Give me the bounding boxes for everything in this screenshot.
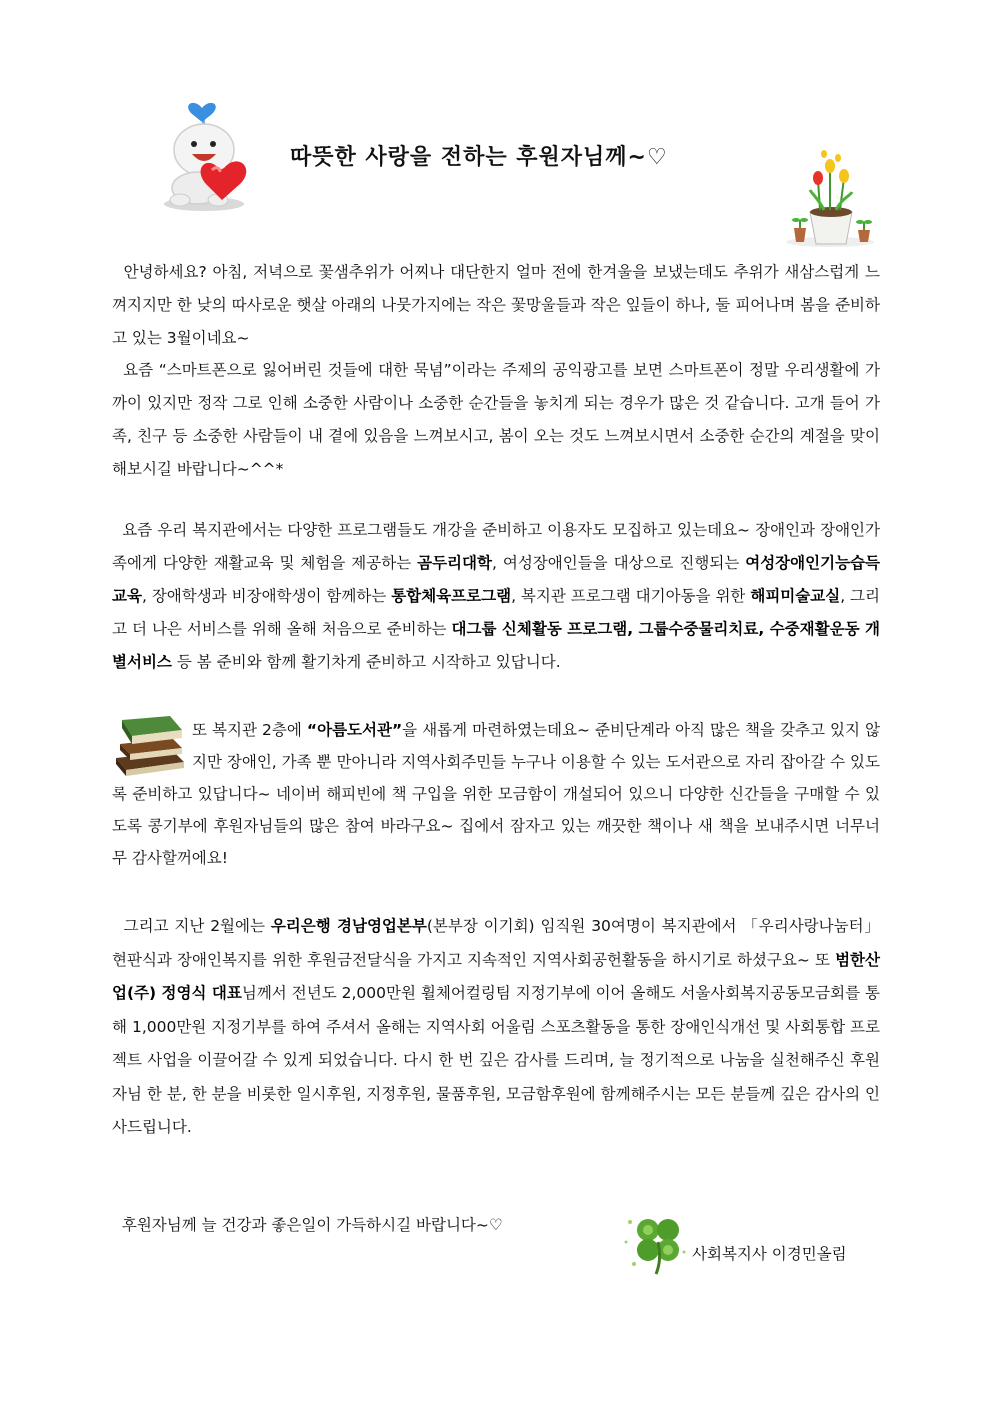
books-illustration: [112, 714, 188, 778]
paragraph-programs: 요즘 우리 복지관에서는 다양한 프로그램들도 개강을 준비하고 이용자도 모집하고 있는데요~ 장애인과 장애인가족에게 다양한 재활교육 및 체험을 제공하는 곰두리대학, 여성장애인들을 대상으로 진행되는 여성장애인기능습득교육, 장애학생과 비장애학생이 함께하는 통합체육프로그램, 복지관 프로그램 대기아동을 위한 해피미술교실, 그리고 더 나은 서비스를 위해 올해 처음으로 준비하는 대그룹 신체활동 프로그램, 그룹수중물리치료, 수중재활운동 개별서비스 등 봄 준비와 함께 활기차게 준비하고 시작하고 있답니다.: [112, 521, 881, 671]
clover-illustration: [622, 1212, 692, 1276]
paragraph-library: 또 복지관 2층에 “아름도서관”을 새롭게 마련하였는데요~ 준비단계라 아직 많은 책을 갖추고 있지 않지만 장애인, 가족 뿐 만아니라 지역사회주민들 누구나 이용할 수 있는 도서관으로 자리 잡아갈 수 있도록 준비하고 있답니다~ 네이버 해피빈에 책 구입을 위한 모금함이 개설되어 있으니 다양한 신간들을 구매할 수 있도록 콩기부에 후원자님들의 많은 참여 바라구요~ 집에서 잠자고 있는 깨끗한 책이나 새 책을 보내주시면 너무너무 감사할꺼에요!: [112, 721, 880, 867]
closing-line: 후원자님께 늘 건강과 좋은일이 가득하시길 바랍니다~♡: [121, 1216, 503, 1234]
signature: 사회복지사 이경민올림: [692, 1245, 847, 1263]
flower-pot-illustration: [780, 150, 880, 250]
paragraph-smartphone: 요즘 “스마트폰으로 잃어버린 것들에 대한 묵념”이라는 주제의 공익광고를 보면 스마트폰이 정말 우리생활에 가까이 있지만 정작 그로 인해 소중한 사람이나 소중한 순간들을 놓치게 되는 경우가 많은 것 같습니다. 고개 들어 가족, 친구 등 소중한 사람들이 내 곁에 있음을 느껴보시고, 봄이 오는 것도 느껴보시면서 소중한 순간의 계절을 맞이해보시길 바랍니다~^^*: [112, 361, 880, 478]
mascot-heart-illustration: [158, 92, 268, 214]
letter-title: 따뜻한 사랑을 전하는 후원자님께~♡: [290, 145, 668, 170]
paragraph-donors: 그리고 지난 2월에는 우리은행 경남영업본부(본부장 이기회) 임직원 30여명이 복지관에서 「우리사랑나눔터」 현판식과 장애인복지를 위한 후원금전달식을 가지고 지속적인 지역사회공헌활동을 하시기로 하셨구요~ 또 범한산업(주) 정영식 대표님께서 전년도 2,000만원 휠체어컬링팀 지정기부에 이어 올해도 서울사회복지공동모금회를 통해 1,000만원 지정기부를 하여 주셔서 올해는 지역사회 어울림 스포츠활동을 통한 장애인식개선 및 사회통합 프로젝트 사업을 이끌어갈 수 있게 되었습니다. 다시 한 번 깊은 감사를 드리며, 늘 정기적으로 나눔을 실천해주신 후원자님 한 분, 한 분을 비롯한 일시후원, 지정후원, 물품후원, 모금함후원에 함께해주시는 모든 분들께 깊은 감사의 인사드립니다.: [112, 917, 880, 1136]
paragraph-greeting: 안녕하세요? 아침, 저녁으로 꽃샘추위가 어찌나 대단한지 얼마 전에 한겨울을 보냈는데도 추위가 새삼스럽게 느껴지지만 한 낮의 따사로운 햇살 아래의 나뭇가지에는 작은 꽃망울들과 작은 잎들이 하나, 둘 피어나며 봄을 준비하고 있는 3월이네요~: [112, 263, 880, 347]
